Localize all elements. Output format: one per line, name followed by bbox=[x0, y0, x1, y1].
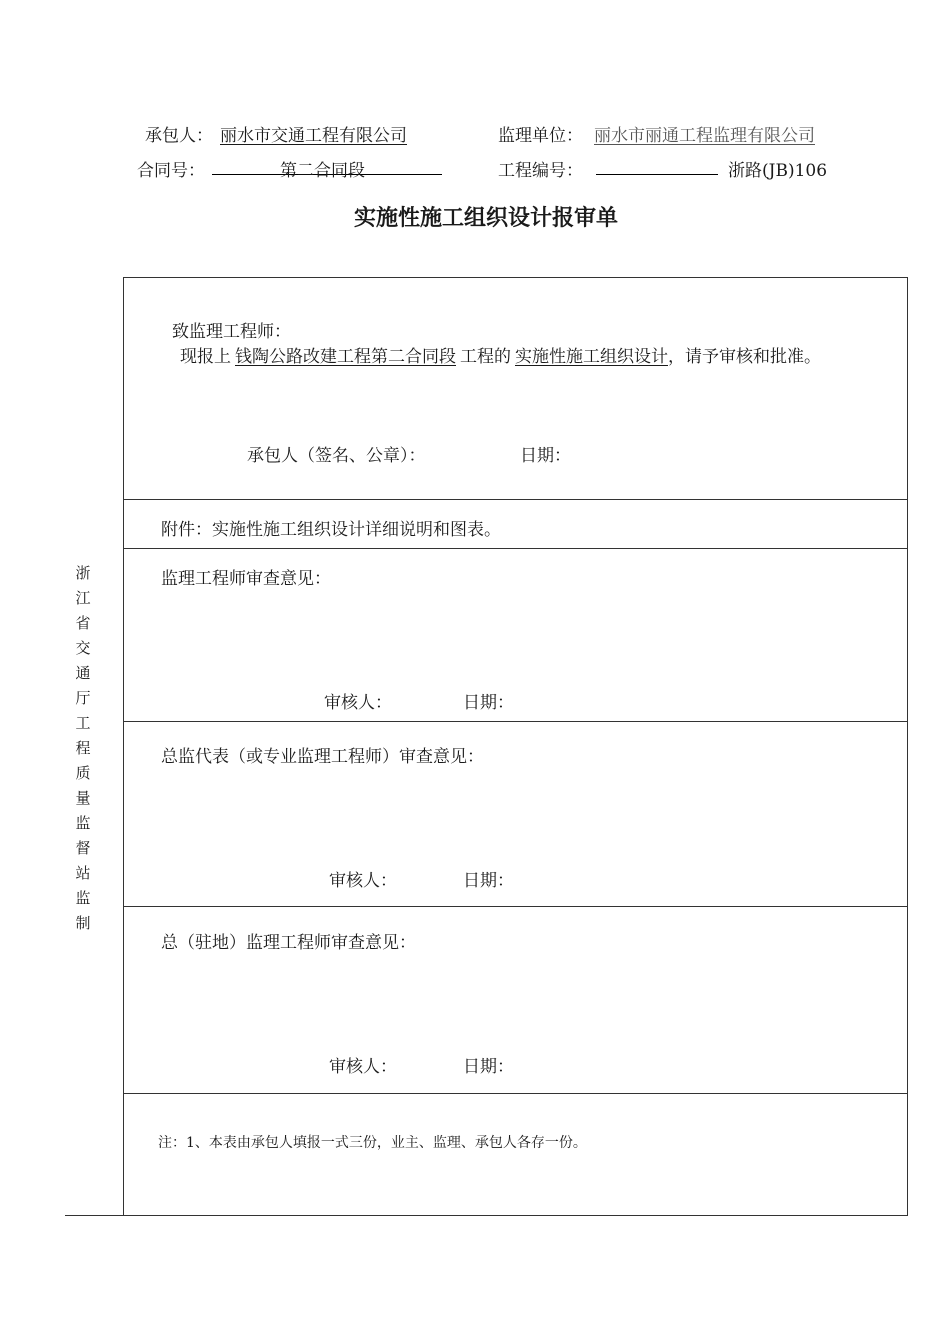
request-body bbox=[180, 342, 821, 367]
contract-no-label: 合同号： bbox=[137, 161, 205, 181]
divider-4 bbox=[123, 906, 908, 907]
divider-1 bbox=[123, 499, 908, 500]
supervisor-label: 监理单位： bbox=[498, 126, 583, 146]
engineer-date-label: 日期： bbox=[463, 693, 514, 713]
supervisor-value: 丽水市丽通工程监理有限公司 bbox=[594, 126, 815, 146]
divider-2 bbox=[123, 548, 908, 549]
project-no-underline bbox=[596, 174, 718, 175]
attachment-text: 附件：实施性施工组织设计详细说明和图表。 bbox=[161, 520, 501, 540]
chief-date-label: 日期： bbox=[463, 871, 514, 891]
contractor-label: 承包人： bbox=[145, 126, 213, 146]
chief-review-label: 总监代表（或专业监理工程师）审查意见： bbox=[161, 747, 484, 767]
contract-no-value: 第二合同段 bbox=[280, 161, 365, 181]
form-top-border bbox=[123, 277, 908, 278]
engineer-reviewer-label: 审核人： bbox=[324, 693, 392, 713]
request-doc-name: 实施性施工组织设计 bbox=[515, 347, 668, 367]
side-issuer-text: 浙江省交通厅工程质量监督站监制 bbox=[75, 564, 91, 932]
form-bottom-border bbox=[65, 1215, 908, 1216]
request-signer-label: 承包人（签名、公章）： bbox=[247, 446, 426, 466]
request-body-suffix: ，请予审核和批准。 bbox=[668, 347, 821, 367]
request-body-mid: 工程的 bbox=[460, 347, 511, 367]
request-date-label: 日期： bbox=[520, 446, 571, 466]
request-project-name: 钱陶公路改建工程第二合同段 bbox=[235, 347, 456, 367]
contractor-value: 丽水市交通工程有限公司 bbox=[220, 126, 407, 146]
chief-reviewer-label: 审核人： bbox=[329, 871, 397, 891]
page-title: 实施性施工组织设计报审单 bbox=[353, 206, 618, 231]
form-right-border bbox=[907, 277, 908, 1216]
request-body-prefix: 现报上 bbox=[180, 347, 231, 367]
resident-review-label: 总（驻地）监理工程师审查意见： bbox=[161, 933, 416, 953]
resident-reviewer-label: 审核人： bbox=[329, 1057, 397, 1077]
form-code: 浙路(JB)106 bbox=[728, 161, 828, 181]
request-greeting: 致监理工程师： bbox=[172, 322, 291, 342]
engineer-review-label: 监理工程师审查意见： bbox=[161, 569, 331, 589]
divider-3 bbox=[123, 721, 908, 722]
divider-5 bbox=[123, 1093, 908, 1094]
resident-date-label: 日期： bbox=[463, 1057, 514, 1077]
form-left-border bbox=[123, 277, 124, 1216]
project-no-label: 工程编号： bbox=[498, 161, 583, 181]
form-note: 注：1、本表由承包人填报一式三份，业主、监理、承包人各存一份。 bbox=[158, 1135, 587, 1151]
